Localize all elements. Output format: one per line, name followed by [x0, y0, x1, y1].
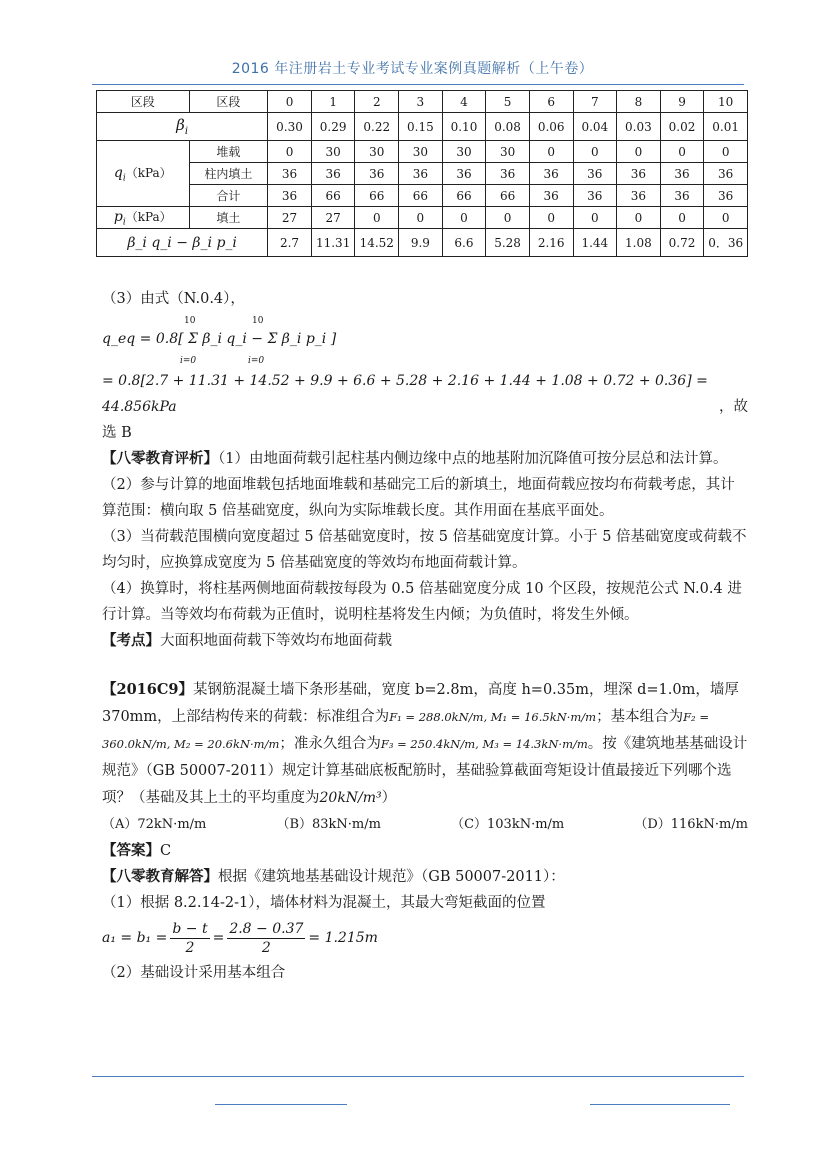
- choose-text: 选 B: [102, 425, 132, 441]
- table-row-zone: [97, 91, 748, 113]
- table-cell: 1.44: [573, 229, 617, 257]
- table-cell: 30: [442, 141, 486, 163]
- table-cell: 4: [442, 91, 486, 113]
- table-cell: 0.03: [617, 113, 661, 141]
- sum1-upper: 10: [184, 316, 196, 326]
- table-cell: 36: [268, 185, 312, 207]
- equation-a1: [102, 916, 748, 960]
- table-cell: 0: [529, 141, 573, 163]
- table-cell: 0.72: [660, 229, 704, 257]
- options-row: [102, 812, 748, 838]
- answer-value: C: [160, 843, 172, 859]
- table-cell: 0.01: [704, 113, 748, 141]
- question-tag: 【2016C9】: [102, 681, 193, 698]
- page-header: 2016 年注册岩土专业考试专业案例真题解析（上午卷）: [231, 61, 594, 77]
- question-4: 。按《建筑地基基础设计规范》（GB 50007-2011）规定计算基础底板配筋时，基础验算截面弯矩设计值最接近下列哪个选项？（基础及其上土的平均重度为: [102, 736, 748, 806]
- table-cell: 0.06: [529, 113, 573, 141]
- beta-label: [97, 113, 268, 141]
- table-cell: 0: [573, 207, 617, 229]
- question-3: ；准永久组合为: [279, 736, 381, 752]
- eq-f1-den: 2: [185, 939, 195, 956]
- table-cell: 36: [442, 163, 486, 185]
- review-tag: 【八零教育评析】: [102, 450, 218, 467]
- formula-sum: = 0.8[2.7 + 11.31 + 14.52 + 9.9 + 6.6 + 5.28 + 2.16 + 1.44 + 1.08 + 0.72 + 0.36] = 44.856kPa: [102, 373, 708, 415]
- table-cell: 0: [573, 141, 617, 163]
- eq-f2-den: 2: [261, 939, 271, 956]
- table-cell: 36: [617, 185, 661, 207]
- solution-3: （2）基础设计采用基本组合: [102, 965, 286, 981]
- table-cell: 2.16: [529, 229, 573, 257]
- table-cell: 36: [268, 163, 312, 185]
- option-a: （A）72kN·m/m: [102, 817, 207, 832]
- table-cell: 0: [617, 141, 661, 163]
- table-cell: 0.08: [486, 113, 530, 141]
- table-cell: 66: [399, 185, 443, 207]
- table-cell: 36: [617, 163, 661, 185]
- table-cell: 27: [311, 207, 355, 229]
- eq-f1-num: b − t: [172, 920, 208, 937]
- table-header-cell: 区段: [189, 91, 268, 113]
- question-2: ；基本组合为: [596, 709, 684, 725]
- table-cell: 0.22: [355, 113, 399, 141]
- table-cell: 0: [704, 207, 748, 229]
- option-b: （B）83kN·m/m: [276, 817, 381, 832]
- eq-rhs: = 1.215m: [308, 930, 378, 946]
- eq-lhs: a₁ = b₁ =: [102, 930, 168, 946]
- review-para-1: [102, 446, 748, 472]
- point-text: 大面积地面荷载下等效均布地面荷载: [160, 633, 392, 649]
- table-cell: 30: [486, 141, 530, 163]
- sum2-upper: 10: [252, 316, 264, 326]
- eq-f2-num: 2.8 − 0.37: [229, 920, 304, 937]
- step3-text: （3）由式（N.0.4），: [102, 291, 245, 307]
- question-1: 某钢筋混凝土墙下条形基础，宽度 b=2.8m，高度 h=0.35m，埋深 d=1.0m，墙厚 370mm，上部结构传来的荷载：标准组合为: [102, 682, 739, 725]
- sum2-lower: i=0: [248, 356, 265, 366]
- table-cell: 36: [660, 185, 704, 207]
- table-row-label: 合计: [189, 185, 268, 207]
- table-cell: 7: [573, 91, 617, 113]
- table-cell: 0: [268, 91, 312, 113]
- table-cell: 66: [486, 185, 530, 207]
- footer-link-right[interactable]: [590, 1104, 730, 1105]
- table-cell: 36: [529, 163, 573, 185]
- table-cell: 5.28: [486, 229, 530, 257]
- table-cell: 30: [311, 141, 355, 163]
- option-d: （D）116kN·m/m: [634, 817, 748, 832]
- table-cell: 0．36: [704, 229, 748, 257]
- zone-table: [96, 90, 748, 257]
- table-cell: 2: [355, 91, 399, 113]
- review-1: （1）由地面荷载引起柱基内侧边缘中点的地基附加沉降值可按分层总和法计算。: [218, 451, 728, 467]
- table-cell: 27: [268, 207, 312, 229]
- footer-link-left[interactable]: [215, 1104, 347, 1105]
- beta-symbol: β: [176, 116, 185, 134]
- solution-1: 根据《建筑地基基础设计规范》（GB 50007-2011）：: [218, 869, 565, 885]
- review-para-3: （3）当荷载范围横向宽度超过 5 倍基础宽度时，按 5 倍基础宽度计算。小于 5 倍基础宽度或荷载不均匀时，应换算成宽度为 5 倍基础宽度的等效均布地面荷载计算。: [102, 529, 747, 571]
- table-cell: 66: [311, 185, 355, 207]
- table-cell: 0.15: [399, 113, 443, 141]
- eq-fraction-2: [227, 920, 305, 957]
- table-row-q3: [97, 185, 748, 207]
- table-header-cell: 区段: [97, 91, 190, 113]
- question-quasi: F₃ = 250.4kN/m, M₃ = 14.3kN·m/m: [380, 737, 588, 751]
- table-row-label: 堆载: [189, 141, 268, 163]
- table-cell: 14.52: [355, 229, 399, 257]
- solution-tag: 【八零教育解答】: [102, 868, 218, 885]
- point-tag: 【考点】: [102, 632, 160, 649]
- p-unit: （kPa）: [125, 209, 172, 224]
- table-cell: 0: [268, 141, 312, 163]
- table-cell: 0: [355, 207, 399, 229]
- q-unit: （kPa）: [125, 165, 172, 180]
- table-row-label: 填土: [189, 207, 268, 229]
- table-cell: 0: [442, 207, 486, 229]
- table-cell: 36: [355, 163, 399, 185]
- eq-fraction-1: [170, 920, 209, 957]
- table-cell: 36: [660, 163, 704, 185]
- table-cell: 9: [660, 91, 704, 113]
- table-cell: 0: [399, 207, 443, 229]
- table-row-beta: [97, 113, 748, 141]
- table-cell: 36: [704, 163, 748, 185]
- table-cell: 36: [486, 163, 530, 185]
- table-cell: 6.6: [442, 229, 486, 257]
- question-gamma: 20kN/m³: [319, 790, 382, 806]
- q-symbol: q: [113, 164, 123, 181]
- q-subscript: i: [122, 173, 126, 184]
- header-rule: [92, 84, 744, 85]
- table-cell: 0.10: [442, 113, 486, 141]
- beta-subscript: i: [184, 126, 189, 137]
- table-cell: 0.30: [268, 113, 312, 141]
- table-cell: 6: [529, 91, 573, 113]
- table-cell: 36: [399, 163, 443, 185]
- table-cell: 30: [399, 141, 443, 163]
- table-cell: 0: [486, 207, 530, 229]
- p-symbol: p: [113, 208, 123, 225]
- question-std: F₁ = 288.0kN/m, M₁ = 16.5kN·m/m: [389, 710, 597, 724]
- table-row-q1: [97, 141, 748, 163]
- table-cell: 0: [529, 207, 573, 229]
- sum1-lower: i=0: [180, 356, 197, 366]
- solution-para: [102, 864, 748, 890]
- option-c: （C）103kN·m/m: [451, 817, 565, 832]
- formula-sum-line: [102, 368, 748, 420]
- table-row-q2: [97, 163, 748, 185]
- table-cell: 30: [355, 141, 399, 163]
- question-basic: F₂ = 360.0kN/m, M₂ = 20.6kN·m/m: [102, 710, 709, 751]
- question-para: [102, 676, 748, 812]
- table-cell: 1.08: [617, 229, 661, 257]
- table-cell: 8: [617, 91, 661, 113]
- table-cell: 0: [660, 141, 704, 163]
- table-cell: 0.02: [660, 113, 704, 141]
- review-para-4: （4）换算时，将柱基两侧地面荷载按每段为 0.5 倍基础宽度分成 10 个区段，按规范公式 N.0.4 进行计算。当等效均布荷载为正值时，说明柱基将发生内倾；为负值时，将发生外倾。: [102, 581, 742, 623]
- table-cell: 36: [529, 185, 573, 207]
- p-subscript: i: [122, 217, 126, 228]
- spacer: [102, 654, 748, 676]
- table-cell: 1: [311, 91, 355, 113]
- table-cell: 0: [617, 207, 661, 229]
- table-cell: 36: [311, 163, 355, 185]
- table-cell: 0.29: [311, 113, 355, 141]
- final-label: β_i q_i − β_i p_i: [97, 229, 268, 257]
- footer-rule: [92, 1076, 744, 1077]
- table-cell: 66: [355, 185, 399, 207]
- q-label: [97, 141, 190, 207]
- review-para-2: （2）参与计算的地面堆载包括地面堆载和基础完工后的新填土，地面荷载应按均布荷载考虑，其计算范围：横向取 5 倍基础宽度，纵向为实际堆载长度。其作用面在基底平面处。: [102, 477, 735, 519]
- table-cell: 36: [573, 185, 617, 207]
- formula-qeq: [102, 312, 748, 368]
- eq-mid: =: [212, 930, 225, 946]
- formula-qeq-text: q_eq = 0.8[ Σ β_i q_i − Σ β_i p_i ]: [102, 331, 337, 347]
- table-cell: 0.04: [573, 113, 617, 141]
- table-cell: 10: [704, 91, 748, 113]
- solution-2: （1）根据 8.2.14-2-1），墙体材料为混凝土，其最大弯矩截面的位置: [102, 895, 546, 911]
- answer-tag: 【答案】: [102, 842, 160, 859]
- question-5: ）: [381, 790, 397, 806]
- table-cell: 3: [399, 91, 443, 113]
- table-cell: 2.7: [268, 229, 312, 257]
- table-cell: 0: [660, 207, 704, 229]
- table-row-p: [97, 207, 748, 229]
- table-cell: 11.31: [311, 229, 355, 257]
- answer-para: [102, 838, 748, 864]
- point-para: [102, 628, 748, 654]
- table-cell: 5: [486, 91, 530, 113]
- table-row-label: 柱内填土: [189, 163, 268, 185]
- table-cell: 36: [573, 163, 617, 185]
- table-cell: 36: [704, 185, 748, 207]
- table-cell: 66: [442, 185, 486, 207]
- content-body: [102, 286, 748, 986]
- formula-tail: ，故: [719, 399, 748, 415]
- table-row-final: [97, 229, 748, 257]
- table-cell: 0: [704, 141, 748, 163]
- table-cell: 9.9: [399, 229, 443, 257]
- p-label: [97, 207, 190, 229]
